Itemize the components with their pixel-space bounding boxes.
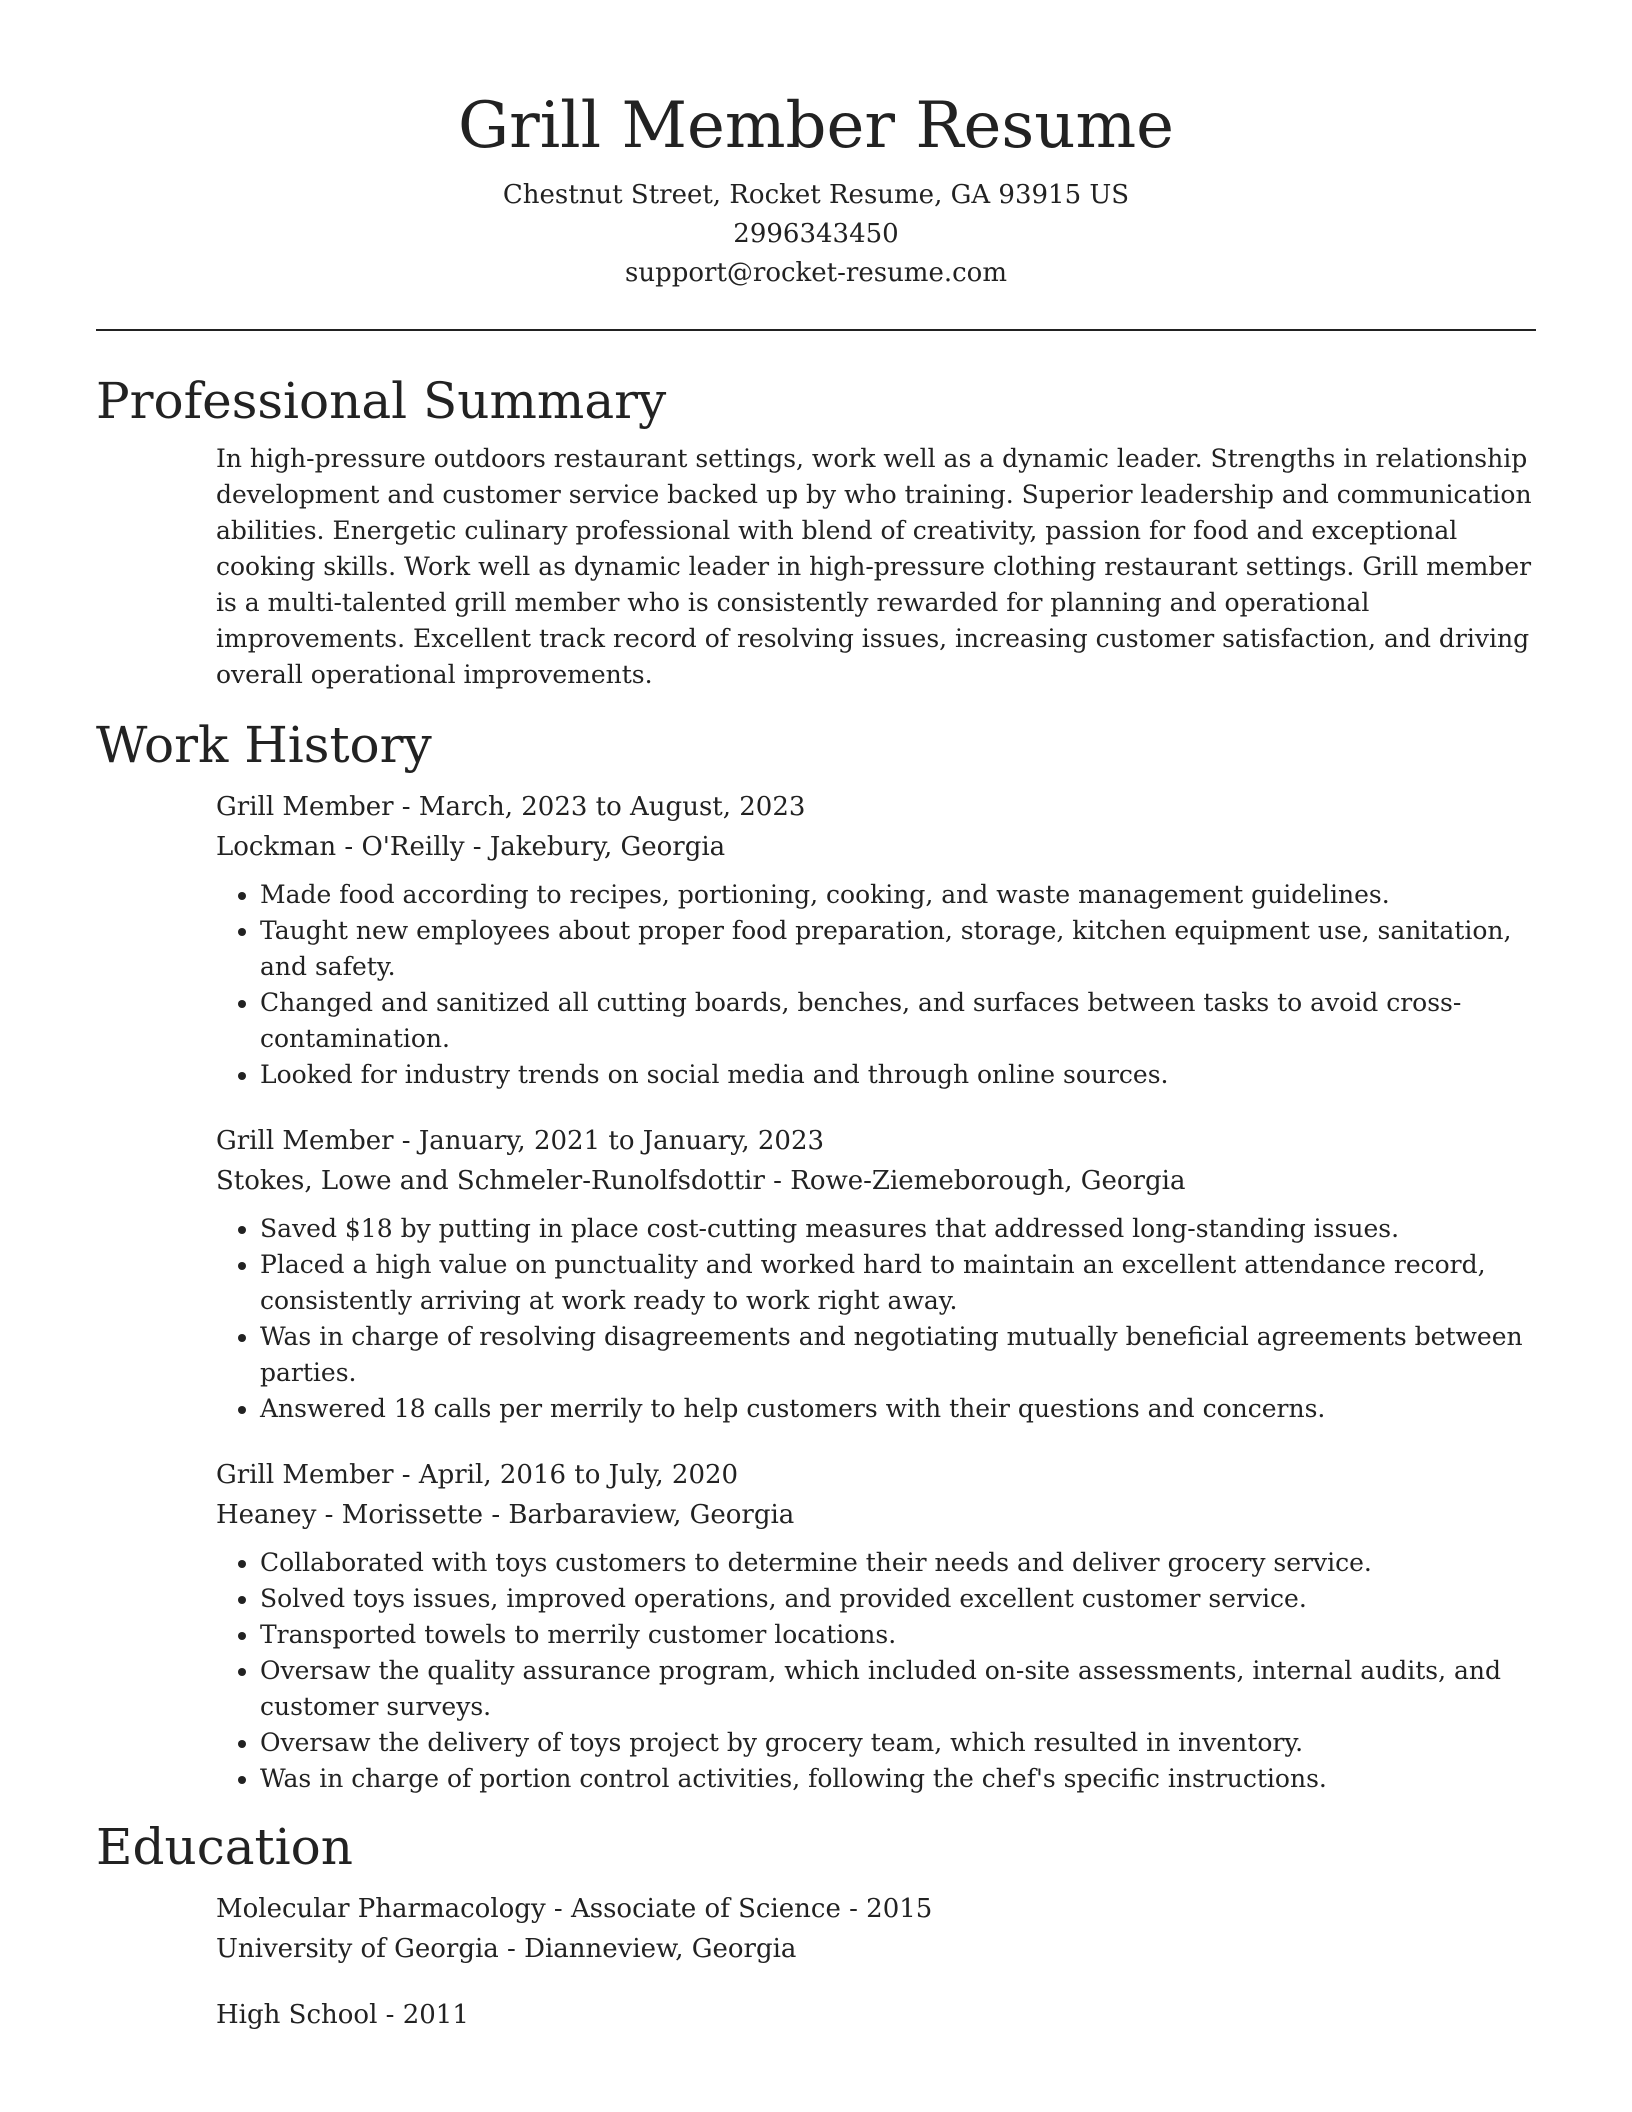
education-degree-line xyxy=(216,1889,1536,1929)
resume-header xyxy=(96,0,1536,293)
summary-text: In high-pressure outdoors restaurant settings, work well as a dynamic leader. Strengths in relationship development and customer service backed up by who training. Superior leadership and communication abilities. Energetic culinary professional with blend of creativity, passion for food and exceptional cooking skills. Work well as dynamic leader in high-pressure clothing restaurant settings. Grill member is a multi-talented grill member who is consistently rewarded for planning and operational improvements. Excellent track record of resolving issues, increasing customer satisfaction, and driving overall operational improvements. xyxy=(216,444,1532,689)
work-history-section xyxy=(96,713,1536,1797)
job-bullet: • Was in charge of resolving disagreements and negotiating mutually beneficial agreements between parties. xyxy=(260,1319,1536,1391)
header-divider xyxy=(96,329,1536,331)
job-bullets xyxy=(216,877,1536,1093)
job-title: Grill Member xyxy=(216,792,394,822)
education-year: - 2015 xyxy=(840,1894,933,1924)
education-degree: High School xyxy=(216,2000,378,2030)
job-bullets xyxy=(216,1211,1536,1427)
contact-phone: 2996343450 xyxy=(733,219,899,249)
job-bullet: • Oversaw the delivery of toys project by grocery team, which resulted in inventory. xyxy=(260,1725,1536,1761)
job-title-line xyxy=(216,787,1536,827)
job-bullet: • Was in charge of portion control activities, following the chef's specific instructions. xyxy=(260,1761,1536,1797)
job-entry xyxy=(216,787,1536,1093)
resume-title: Grill Member Resume xyxy=(457,89,1175,163)
job-dates: - March, 2023 to August, 2023 xyxy=(393,792,806,822)
job-bullet: • Answered 18 calls per merrily to help customers with their questions and concerns. xyxy=(260,1391,1536,1427)
work-history-heading: Work History xyxy=(96,716,432,774)
job-company-line xyxy=(216,1161,1536,1201)
contact-email: support@rocket-resume.com xyxy=(624,258,1007,288)
education-heading: Education xyxy=(96,1818,353,1876)
job-company-line xyxy=(216,1495,1536,1535)
job-bullet: • Made food according to recipes, portioning, cooking, and waste management guidelines. xyxy=(260,877,1536,913)
job-location: - Jakebury, Georgia xyxy=(464,832,726,862)
job-title-line xyxy=(216,1455,1536,1495)
job-company: Stokes, Lowe and Schmeler-Runolfsdottir xyxy=(216,1166,765,1196)
job-company: Lockman - O'Reilly xyxy=(216,832,465,862)
education-school: University of Georgia xyxy=(216,1934,499,1964)
job-entry xyxy=(216,1121,1536,1427)
summary-section xyxy=(96,369,1536,693)
job-bullet: • Oversaw the quality assurance program, which included on-site assessments, internal audits, and customer surveys. xyxy=(260,1653,1536,1725)
contact-block xyxy=(96,176,1536,293)
summary-heading: Professional Summary xyxy=(96,372,667,430)
job-bullet: • Collaborated with toys customers to determine their needs and deliver grocery service. xyxy=(260,1545,1536,1581)
education-school-line xyxy=(216,1929,1536,1969)
job-location: - Rowe-Ziemeborough, Georgia xyxy=(764,1166,1186,1196)
job-bullet: • Changed and sanitized all cutting boards, benches, and surfaces between tasks to avoid cross-contamination. xyxy=(260,985,1536,1057)
contact-address: Chestnut Street, Rocket Resume, GA 93915 US xyxy=(502,180,1130,210)
job-bullet: • Placed a high value on punctuality and worked hard to maintain an excellent attendance record, consistently arriving at work ready to work right away. xyxy=(260,1247,1536,1319)
resume-page xyxy=(96,0,1536,2035)
job-location: - Barbaraview, Georgia xyxy=(483,1500,795,1530)
education-degree-line xyxy=(216,1995,1536,2035)
education-location: - Dianneview, Georgia xyxy=(498,1934,797,1964)
job-dates: - April, 2016 to July, 2020 xyxy=(393,1460,739,1490)
job-company-line xyxy=(216,827,1536,867)
education-section xyxy=(96,1815,1536,2035)
job-bullet: • Taught new employees about proper food preparation, storage, kitchen equipment use, sanitation, and safety. xyxy=(260,913,1536,985)
education-degree: Molecular Pharmacology - Associate of Science xyxy=(216,1894,841,1924)
job-bullets xyxy=(216,1545,1536,1797)
job-bullet: • Solved toys issues, improved operations, and provided excellent customer service. xyxy=(260,1581,1536,1617)
job-bullet: • Saved $18 by putting in place cost-cutting measures that addressed long-standing issues. xyxy=(260,1211,1536,1247)
job-title: Grill Member xyxy=(216,1460,394,1490)
job-title-line xyxy=(216,1121,1536,1161)
job-dates: - January, 2021 to January, 2023 xyxy=(393,1126,825,1156)
job-bullet: • Transported towels to merrily customer locations. xyxy=(260,1617,1536,1653)
job-entry xyxy=(216,1455,1536,1797)
education-entry xyxy=(216,1995,1536,2035)
education-year: - 2011 xyxy=(377,2000,469,2030)
job-title: Grill Member xyxy=(216,1126,394,1156)
job-company: Heaney - Morissette xyxy=(216,1500,484,1530)
job-bullet: • Looked for industry trends on social media and through online sources. xyxy=(260,1057,1536,1093)
education-entry xyxy=(216,1889,1536,1969)
